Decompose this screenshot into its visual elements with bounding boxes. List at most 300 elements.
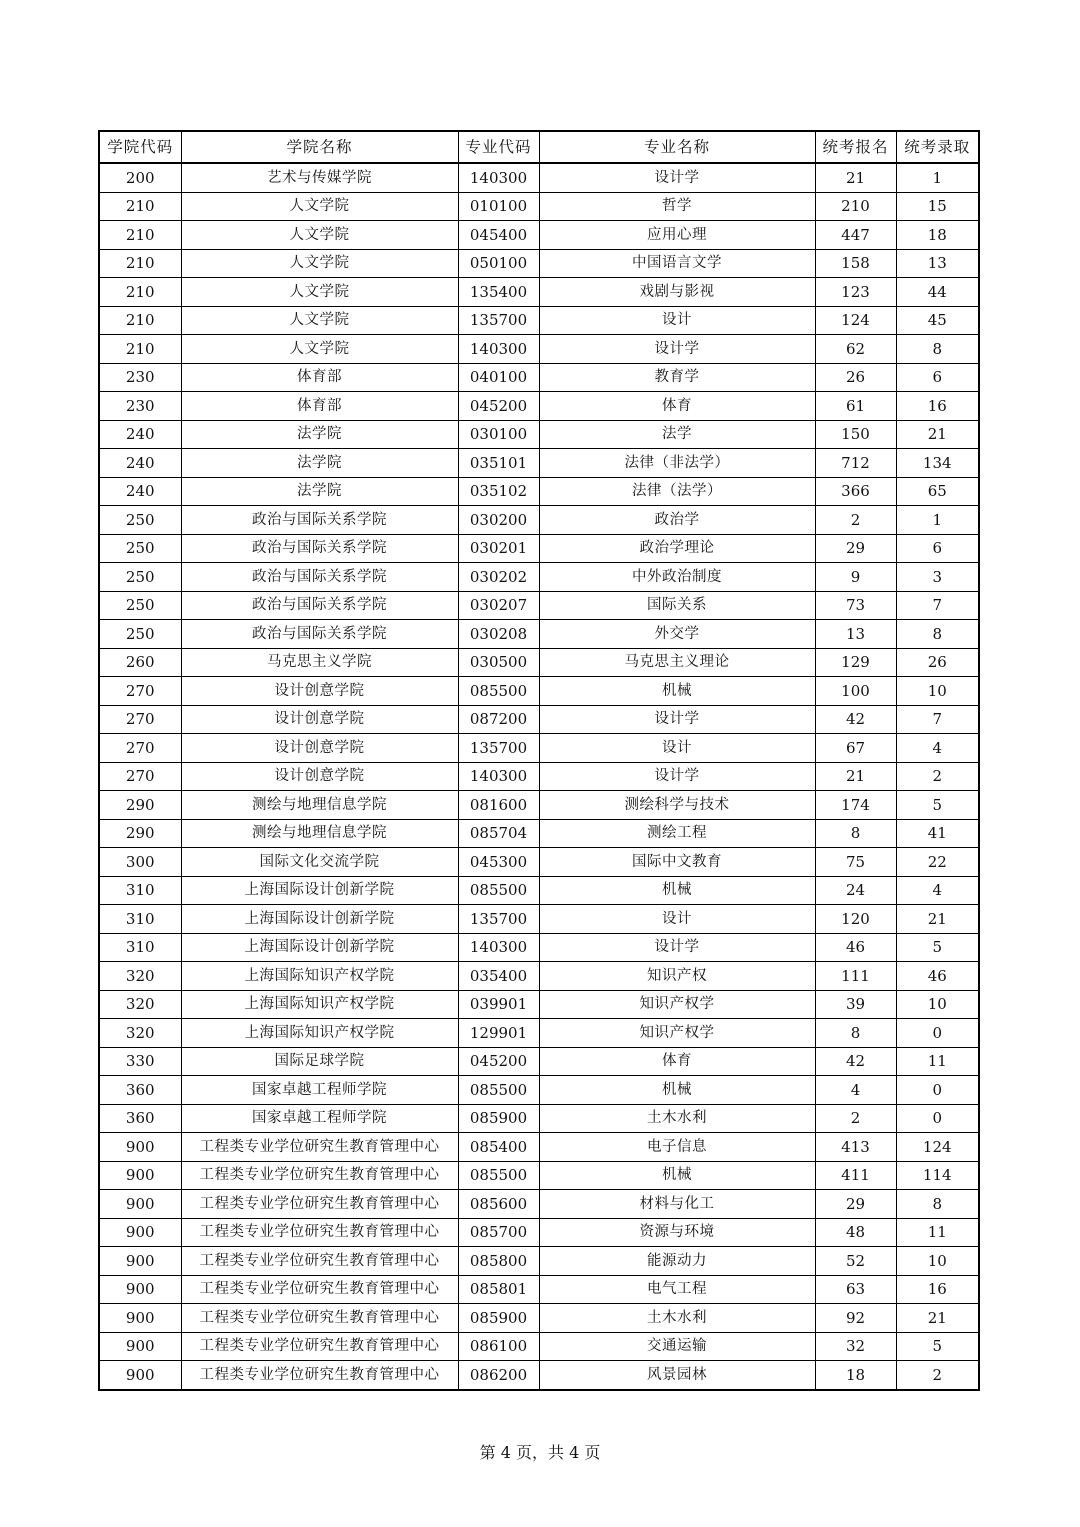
college-name-cell: 人文学院 — [181, 249, 458, 278]
major-code-cell: 030208 — [458, 620, 539, 649]
table-row — [99, 363, 979, 392]
major-code-cell: 129901 — [458, 1019, 539, 1048]
admitted-cell: 10 — [896, 990, 979, 1019]
applicants-cell: 123 — [815, 278, 896, 307]
table-row — [99, 1304, 979, 1333]
major-code-cell: 039901 — [458, 990, 539, 1019]
major-name-cell: 国际关系 — [539, 591, 815, 620]
table-row — [99, 1133, 979, 1162]
table-row — [99, 335, 979, 364]
college-name-cell: 政治与国际关系学院 — [181, 506, 458, 535]
applicants-cell: 13 — [815, 620, 896, 649]
table-row — [99, 1047, 979, 1076]
college-code-cell: 200 — [99, 163, 181, 192]
major-name-cell: 政治学理论 — [539, 534, 815, 563]
applicants-cell: 52 — [815, 1247, 896, 1276]
major-code-cell: 135700 — [458, 306, 539, 335]
applicants-cell: 124 — [815, 306, 896, 335]
major-code-cell: 035102 — [458, 477, 539, 506]
major-name-cell: 资源与环境 — [539, 1218, 815, 1247]
major-name-cell: 政治学 — [539, 506, 815, 535]
college-code-cell: 900 — [99, 1275, 181, 1304]
college-name-cell: 人文学院 — [181, 306, 458, 335]
applicants-cell: 2 — [815, 1104, 896, 1133]
admitted-cell: 7 — [896, 591, 979, 620]
college-name-cell: 体育部 — [181, 392, 458, 421]
major-code-cell: 085500 — [458, 677, 539, 706]
college-code-cell: 900 — [99, 1218, 181, 1247]
admitted-cell: 8 — [896, 620, 979, 649]
college-code-cell: 260 — [99, 648, 181, 677]
admitted-cell: 4 — [896, 734, 979, 763]
admitted-cell: 0 — [896, 1104, 979, 1133]
table-row — [99, 278, 979, 307]
applicants-cell: 8 — [815, 819, 896, 848]
table-row — [99, 163, 979, 192]
table-row — [99, 563, 979, 592]
college-name-cell: 政治与国际关系学院 — [181, 534, 458, 563]
college-name-cell: 政治与国际关系学院 — [181, 563, 458, 592]
college-name-cell: 工程类专业学位研究生教育管理中心 — [181, 1133, 458, 1162]
college-name-cell: 上海国际知识产权学院 — [181, 990, 458, 1019]
table-row — [99, 192, 979, 221]
admitted-cell: 45 — [896, 306, 979, 335]
admitted-cell: 44 — [896, 278, 979, 307]
applicants-cell: 29 — [815, 1190, 896, 1219]
table-row — [99, 1218, 979, 1247]
college-name-cell: 国际文化交流学院 — [181, 848, 458, 877]
major-code-cell: 085800 — [458, 1247, 539, 1276]
applicants-cell: 24 — [815, 876, 896, 905]
major-code-cell: 045300 — [458, 848, 539, 877]
major-code-cell: 140300 — [458, 335, 539, 364]
admitted-cell: 6 — [896, 534, 979, 563]
major-code-cell: 085700 — [458, 1218, 539, 1247]
admitted-cell: 2 — [896, 762, 979, 791]
major-name-cell: 设计学 — [539, 163, 815, 192]
major-name-cell: 土木水利 — [539, 1304, 815, 1333]
major-code-cell: 140300 — [458, 163, 539, 192]
table-row — [99, 990, 979, 1019]
college-name-cell: 法学院 — [181, 449, 458, 478]
college-name-cell: 上海国际知识产权学院 — [181, 1019, 458, 1048]
applicants-cell: 413 — [815, 1133, 896, 1162]
college-name-cell: 工程类专业学位研究生教育管理中心 — [181, 1332, 458, 1361]
admitted-cell: 10 — [896, 1247, 979, 1276]
admitted-cell: 3 — [896, 563, 979, 592]
college-code-cell: 270 — [99, 734, 181, 763]
applicants-cell: 18 — [815, 1361, 896, 1390]
college-code-cell: 210 — [99, 249, 181, 278]
applicants-cell: 174 — [815, 791, 896, 820]
major-name-cell: 机械 — [539, 876, 815, 905]
college-code-cell: 310 — [99, 905, 181, 934]
major-code-cell: 085500 — [458, 876, 539, 905]
major-code-cell: 035400 — [458, 962, 539, 991]
college-code-cell: 330 — [99, 1047, 181, 1076]
college-name-cell: 工程类专业学位研究生教育管理中心 — [181, 1275, 458, 1304]
college-code-cell: 900 — [99, 1361, 181, 1390]
major-code-cell: 085600 — [458, 1190, 539, 1219]
college-code-cell: 900 — [99, 1133, 181, 1162]
college-code-cell: 290 — [99, 819, 181, 848]
college-code-cell: 240 — [99, 477, 181, 506]
applicants-cell: 150 — [815, 420, 896, 449]
major-code-cell: 135700 — [458, 734, 539, 763]
applicants-cell: 21 — [815, 762, 896, 791]
applicants-cell: 48 — [815, 1218, 896, 1247]
college-code-cell: 320 — [99, 962, 181, 991]
college-name-cell: 法学院 — [181, 420, 458, 449]
college-code-cell: 250 — [99, 591, 181, 620]
applicants-cell: 411 — [815, 1161, 896, 1190]
applicants-cell: 111 — [815, 962, 896, 991]
major-code-cell: 045200 — [458, 1047, 539, 1076]
table-row — [99, 221, 979, 250]
admitted-cell: 21 — [896, 420, 979, 449]
applicants-cell: 67 — [815, 734, 896, 763]
applicants-cell: 447 — [815, 221, 896, 250]
admitted-cell: 11 — [896, 1047, 979, 1076]
college-name-cell: 法学院 — [181, 477, 458, 506]
major-code-cell: 085500 — [458, 1161, 539, 1190]
college-code-cell: 320 — [99, 990, 181, 1019]
table-header-row — [99, 131, 979, 163]
major-code-cell: 085801 — [458, 1275, 539, 1304]
applicants-cell: 46 — [815, 933, 896, 962]
major-name-cell: 风景园林 — [539, 1361, 815, 1390]
major-code-cell: 085500 — [458, 1076, 539, 1105]
college-code-cell: 240 — [99, 420, 181, 449]
admitted-cell: 5 — [896, 933, 979, 962]
admitted-cell: 0 — [896, 1019, 979, 1048]
applicants-cell: 26 — [815, 363, 896, 392]
major-code-cell: 030200 — [458, 506, 539, 535]
major-name-cell: 设计 — [539, 306, 815, 335]
major-code-cell: 010100 — [458, 192, 539, 221]
major-name-cell: 设计学 — [539, 762, 815, 791]
applicants-cell: 62 — [815, 335, 896, 364]
major-name-cell: 中外政治制度 — [539, 563, 815, 592]
table-row — [99, 648, 979, 677]
major-code-cell: 030100 — [458, 420, 539, 449]
college-code-cell: 290 — [99, 791, 181, 820]
major-name-cell: 国际中文教育 — [539, 848, 815, 877]
major-name-cell: 法律（法学） — [539, 477, 815, 506]
major-name-cell: 机械 — [539, 677, 815, 706]
table-row — [99, 591, 979, 620]
table-row — [99, 1076, 979, 1105]
college-name-cell: 国家卓越工程师学院 — [181, 1104, 458, 1133]
major-name-cell: 电气工程 — [539, 1275, 815, 1304]
major-code-cell: 085400 — [458, 1133, 539, 1162]
applicants-cell: 210 — [815, 192, 896, 221]
applicants-cell: 9 — [815, 563, 896, 592]
applicants-cell: 42 — [815, 1047, 896, 1076]
major-name-cell: 教育学 — [539, 363, 815, 392]
applicants-cell: 158 — [815, 249, 896, 278]
major-code-cell: 035101 — [458, 449, 539, 478]
major-name-cell: 设计学 — [539, 335, 815, 364]
major-code-cell: 045200 — [458, 392, 539, 421]
college-name-cell: 人文学院 — [181, 335, 458, 364]
applicants-cell: 29 — [815, 534, 896, 563]
table-row — [99, 620, 979, 649]
college-code-cell: 250 — [99, 506, 181, 535]
table-row — [99, 734, 979, 763]
college-code-cell: 210 — [99, 306, 181, 335]
major-name-cell: 材料与化工 — [539, 1190, 815, 1219]
applicants-cell: 75 — [815, 848, 896, 877]
page-footer: 第 4 页，共 4 页 — [479, 1443, 601, 1462]
major-code-cell: 087200 — [458, 705, 539, 734]
admitted-cell: 124 — [896, 1133, 979, 1162]
major-name-cell: 马克思主义理论 — [539, 648, 815, 677]
admitted-cell: 0 — [896, 1076, 979, 1105]
major-code-cell: 030201 — [458, 534, 539, 563]
applicants-cell: 63 — [815, 1275, 896, 1304]
college-name-cell: 人文学院 — [181, 221, 458, 250]
college-code-cell: 300 — [99, 848, 181, 877]
college-name-cell: 政治与国际关系学院 — [181, 620, 458, 649]
header-exam-admitted: 统考录取 — [896, 131, 979, 163]
table-row — [99, 1332, 979, 1361]
admitted-cell: 15 — [896, 192, 979, 221]
college-code-cell: 320 — [99, 1019, 181, 1048]
college-name-cell: 测绘与地理信息学院 — [181, 791, 458, 820]
admitted-cell: 46 — [896, 962, 979, 991]
table-row — [99, 905, 979, 934]
college-name-cell: 上海国际设计创新学院 — [181, 905, 458, 934]
college-name-cell: 人文学院 — [181, 192, 458, 221]
college-code-cell: 210 — [99, 335, 181, 364]
admitted-cell: 1 — [896, 506, 979, 535]
college-name-cell: 工程类专业学位研究生教育管理中心 — [181, 1304, 458, 1333]
college-code-cell: 270 — [99, 762, 181, 791]
college-code-cell: 250 — [99, 563, 181, 592]
college-name-cell: 测绘与地理信息学院 — [181, 819, 458, 848]
admitted-cell: 26 — [896, 648, 979, 677]
major-code-cell: 085900 — [458, 1304, 539, 1333]
admitted-cell: 21 — [896, 1304, 979, 1333]
applicants-cell: 129 — [815, 648, 896, 677]
major-name-cell: 交通运输 — [539, 1332, 815, 1361]
admitted-cell: 11 — [896, 1218, 979, 1247]
admitted-cell: 22 — [896, 848, 979, 877]
major-code-cell: 135400 — [458, 278, 539, 307]
major-code-cell: 030207 — [458, 591, 539, 620]
college-name-cell: 体育部 — [181, 363, 458, 392]
admitted-cell: 2 — [896, 1361, 979, 1390]
college-code-cell: 270 — [99, 677, 181, 706]
major-name-cell: 中国语言文学 — [539, 249, 815, 278]
college-name-cell: 工程类专业学位研究生教育管理中心 — [181, 1190, 458, 1219]
admitted-cell: 114 — [896, 1161, 979, 1190]
table-row — [99, 449, 979, 478]
admitted-cell: 1 — [896, 163, 979, 192]
major-name-cell: 测绘工程 — [539, 819, 815, 848]
applicants-cell: 42 — [815, 705, 896, 734]
major-name-cell: 体育 — [539, 1047, 815, 1076]
major-code-cell: 086100 — [458, 1332, 539, 1361]
major-name-cell: 知识产权学 — [539, 1019, 815, 1048]
college-name-cell: 人文学院 — [181, 278, 458, 307]
applicants-cell: 73 — [815, 591, 896, 620]
college-code-cell: 900 — [99, 1161, 181, 1190]
admitted-cell: 21 — [896, 905, 979, 934]
major-code-cell: 040100 — [458, 363, 539, 392]
major-code-cell: 030500 — [458, 648, 539, 677]
table-row — [99, 819, 979, 848]
header-major-name: 专业名称 — [539, 131, 815, 163]
college-code-cell: 270 — [99, 705, 181, 734]
table-row — [99, 506, 979, 535]
major-name-cell: 设计学 — [539, 705, 815, 734]
college-name-cell: 国际足球学院 — [181, 1047, 458, 1076]
college-code-cell: 900 — [99, 1247, 181, 1276]
college-code-cell: 250 — [99, 620, 181, 649]
major-code-cell: 135700 — [458, 905, 539, 934]
college-code-cell: 230 — [99, 363, 181, 392]
major-code-cell: 140300 — [458, 933, 539, 962]
college-code-cell: 210 — [99, 278, 181, 307]
major-name-cell: 体育 — [539, 392, 815, 421]
major-name-cell: 外交学 — [539, 620, 815, 649]
table-row — [99, 962, 979, 991]
major-code-cell: 140300 — [458, 762, 539, 791]
major-name-cell: 哲学 — [539, 192, 815, 221]
admitted-cell: 18 — [896, 221, 979, 250]
table-row — [99, 392, 979, 421]
table-row — [99, 477, 979, 506]
major-name-cell: 能源动力 — [539, 1247, 815, 1276]
admitted-cell: 7 — [896, 705, 979, 734]
table-row — [99, 1190, 979, 1219]
college-name-cell: 马克思主义学院 — [181, 648, 458, 677]
major-code-cell: 086200 — [458, 1361, 539, 1390]
major-name-cell: 电子信息 — [539, 1133, 815, 1162]
major-name-cell: 应用心理 — [539, 221, 815, 250]
college-code-cell: 230 — [99, 392, 181, 421]
header-exam-applicants: 统考报名 — [815, 131, 896, 163]
table-row — [99, 249, 979, 278]
applicants-cell: 712 — [815, 449, 896, 478]
table-row — [99, 1247, 979, 1276]
college-name-cell: 艺术与传媒学院 — [181, 163, 458, 192]
table-row — [99, 791, 979, 820]
college-code-cell: 900 — [99, 1190, 181, 1219]
admitted-cell: 134 — [896, 449, 979, 478]
college-code-cell: 900 — [99, 1332, 181, 1361]
table-row — [99, 876, 979, 905]
college-name-cell: 工程类专业学位研究生教育管理中心 — [181, 1218, 458, 1247]
major-code-cell: 030202 — [458, 563, 539, 592]
applicants-cell: 120 — [815, 905, 896, 934]
major-code-cell: 085900 — [458, 1104, 539, 1133]
admitted-cell: 4 — [896, 876, 979, 905]
college-name-cell: 工程类专业学位研究生教育管理中心 — [181, 1361, 458, 1390]
college-name-cell: 国家卓越工程师学院 — [181, 1076, 458, 1105]
applicants-cell: 39 — [815, 990, 896, 1019]
table-row — [99, 1019, 979, 1048]
enrollment-table — [98, 130, 980, 1391]
college-code-cell: 360 — [99, 1104, 181, 1133]
applicants-cell: 32 — [815, 1332, 896, 1361]
header-college-name: 学院名称 — [181, 131, 458, 163]
table-row — [99, 1275, 979, 1304]
college-name-cell: 上海国际设计创新学院 — [181, 876, 458, 905]
major-name-cell: 戏剧与影视 — [539, 278, 815, 307]
college-name-cell: 设计创意学院 — [181, 677, 458, 706]
applicants-cell: 366 — [815, 477, 896, 506]
table-row — [99, 677, 979, 706]
applicants-cell: 92 — [815, 1304, 896, 1333]
college-code-cell: 310 — [99, 876, 181, 905]
college-name-cell: 政治与国际关系学院 — [181, 591, 458, 620]
header-college-code: 学院代码 — [99, 131, 181, 163]
table-row — [99, 1361, 979, 1390]
applicants-cell: 8 — [815, 1019, 896, 1048]
table-row — [99, 848, 979, 877]
admitted-cell: 13 — [896, 249, 979, 278]
college-code-cell: 210 — [99, 221, 181, 250]
admitted-cell: 5 — [896, 1332, 979, 1361]
table-row — [99, 705, 979, 734]
college-name-cell: 设计创意学院 — [181, 734, 458, 763]
table-row — [99, 306, 979, 335]
major-name-cell: 测绘科学与技术 — [539, 791, 815, 820]
table-row — [99, 762, 979, 791]
major-name-cell: 机械 — [539, 1161, 815, 1190]
applicants-cell: 21 — [815, 163, 896, 192]
major-name-cell: 知识产权学 — [539, 990, 815, 1019]
admitted-cell: 10 — [896, 677, 979, 706]
major-code-cell: 045400 — [458, 221, 539, 250]
college-name-cell: 上海国际知识产权学院 — [181, 962, 458, 991]
table-row — [99, 933, 979, 962]
college-name-cell: 上海国际设计创新学院 — [181, 933, 458, 962]
major-name-cell: 设计 — [539, 734, 815, 763]
major-code-cell: 081600 — [458, 791, 539, 820]
table-row — [99, 1104, 979, 1133]
college-code-cell: 210 — [99, 192, 181, 221]
college-code-cell: 360 — [99, 1076, 181, 1105]
admitted-cell: 41 — [896, 819, 979, 848]
college-code-cell: 310 — [99, 933, 181, 962]
admitted-cell: 8 — [896, 1190, 979, 1219]
college-code-cell: 250 — [99, 534, 181, 563]
major-code-cell: 050100 — [458, 249, 539, 278]
applicants-cell: 2 — [815, 506, 896, 535]
major-code-cell: 085704 — [458, 819, 539, 848]
college-name-cell: 工程类专业学位研究生教育管理中心 — [181, 1247, 458, 1276]
college-name-cell: 设计创意学院 — [181, 762, 458, 791]
table-row — [99, 420, 979, 449]
admitted-cell: 16 — [896, 392, 979, 421]
college-name-cell: 设计创意学院 — [181, 705, 458, 734]
college-code-cell: 900 — [99, 1304, 181, 1333]
admitted-cell: 5 — [896, 791, 979, 820]
applicants-cell: 4 — [815, 1076, 896, 1105]
college-name-cell: 工程类专业学位研究生教育管理中心 — [181, 1161, 458, 1190]
table-row — [99, 534, 979, 563]
table-row — [99, 1161, 979, 1190]
major-name-cell: 法律（非法学） — [539, 449, 815, 478]
admitted-cell: 8 — [896, 335, 979, 364]
applicants-cell: 61 — [815, 392, 896, 421]
major-name-cell: 设计 — [539, 905, 815, 934]
header-major-code: 专业代码 — [458, 131, 539, 163]
